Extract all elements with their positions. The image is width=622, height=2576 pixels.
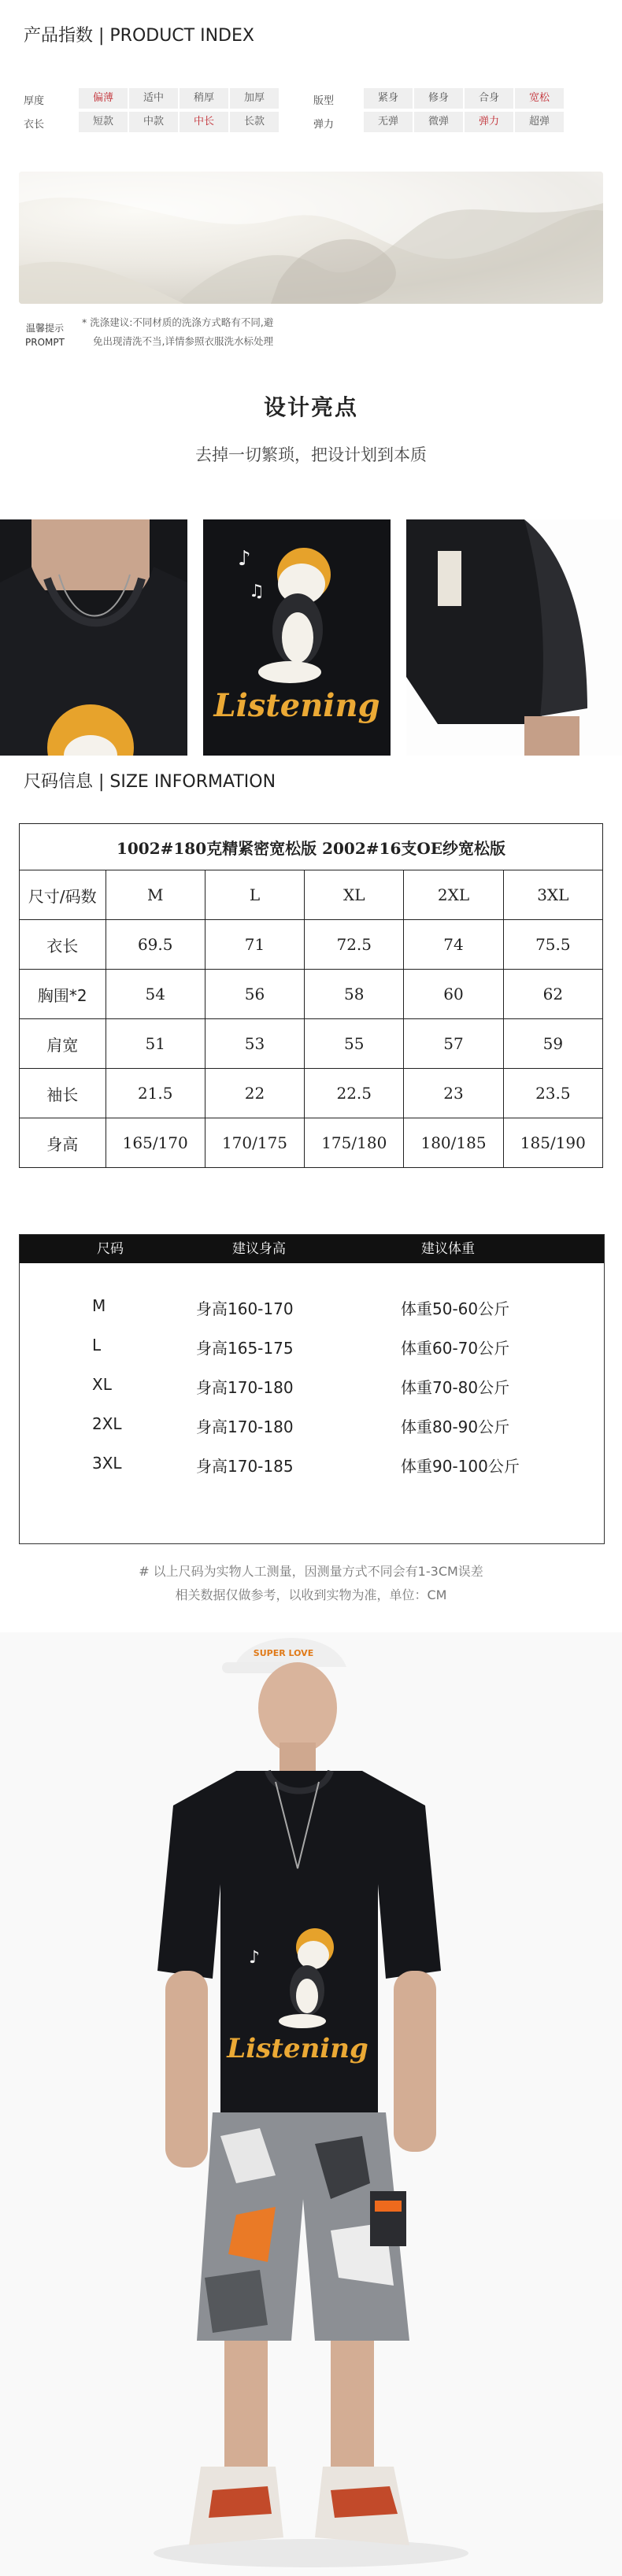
size-table	[19, 823, 603, 1168]
size-table-cell: 71	[205, 920, 304, 970]
right-index-cell: 弹力	[465, 112, 513, 132]
svg-text:♪: ♪	[238, 547, 251, 571]
size-table-cell: 62	[503, 970, 602, 1019]
size-table-row	[20, 870, 603, 920]
recommend-table-head	[20, 1235, 604, 1263]
left-index-cell: 适中	[129, 88, 178, 109]
left-index-cell: 稍厚	[180, 88, 228, 109]
recommend-cell: 体重60-70公斤	[401, 1339, 510, 1358]
recommend-cell: 身高165-175	[196, 1339, 294, 1358]
svg-text:♫: ♫	[249, 582, 265, 601]
left-index-label-0: 厚度	[24, 95, 45, 107]
size-table-cell: M	[106, 870, 205, 920]
size-table-cell: 170/175	[205, 1118, 304, 1168]
size-table-cell: 56	[205, 970, 304, 1019]
size-table-cell: 衣长	[20, 920, 106, 970]
recommend-cell: 体重70-80公斤	[401, 1378, 510, 1397]
right-index-label-0: 版型	[313, 95, 335, 107]
size-table-cell: 58	[305, 970, 404, 1019]
size-table-row	[20, 920, 603, 970]
recommend-cell: 体重90-100公斤	[401, 1457, 520, 1476]
size-table-cell: 21.5	[106, 1069, 205, 1118]
size-table-cell: XL	[305, 870, 404, 920]
size-table-cell: 23.5	[503, 1069, 602, 1118]
left-index-cell: 长款	[230, 112, 279, 132]
left-index-cell: 短款	[79, 112, 128, 132]
model-photo	[0, 1632, 622, 2576]
size-table-cell: 185/190	[503, 1118, 602, 1168]
recommend-cell: 2XL	[92, 1414, 122, 1433]
right-index-cell: 超弹	[515, 112, 564, 132]
left-index-label-1: 衣长	[24, 119, 45, 131]
size-table-cell: 袖长	[20, 1069, 106, 1118]
left-index-cell: 中款	[129, 112, 178, 132]
size-table-row	[20, 1069, 603, 1118]
svg-text:♪: ♪	[249, 1948, 261, 1968]
right-index-cell: 紧身	[364, 88, 413, 109]
model-print-listening-text: Listening	[227, 2033, 368, 2064]
recommend-cell: 体重80-90公斤	[401, 1417, 510, 1436]
size-table-row	[20, 1118, 603, 1168]
print-listening-text: Listening	[213, 687, 380, 724]
size-table-wrap	[19, 823, 603, 1168]
size-table-row	[20, 970, 603, 1019]
print-detail-photo	[203, 519, 391, 756]
cap-logo-text: SUPER LOVE	[253, 1648, 314, 1658]
size-table-cell: 尺寸/码数	[20, 870, 106, 920]
right-index-cell: 无弹	[364, 112, 413, 132]
right-index-cell: 微弹	[414, 112, 463, 132]
size-table-cell: 75.5	[503, 920, 602, 970]
size-table-cell: 180/185	[404, 1118, 503, 1168]
recommend-head-height: 建议身高	[232, 1241, 286, 1257]
size-table-cell: 55	[305, 1019, 404, 1069]
size-table-cell: 2XL	[404, 870, 503, 920]
sleeve-detail-photo	[406, 519, 622, 756]
size-table-cell: L	[205, 870, 304, 920]
note-line-2: 相关数据仅做参考，以收到实物为准，单位：CM	[175, 1587, 447, 1602]
size-table-cell: 165/170	[106, 1118, 205, 1168]
size-table-cell: 胸围*2	[20, 970, 106, 1019]
right-index-cell: 修身	[414, 88, 463, 109]
recommend-table	[19, 1234, 605, 1544]
size-table-cell: 175/180	[305, 1118, 404, 1168]
recommend-cell: M	[92, 1296, 106, 1315]
index-title: 产品指数 | PRODUCT INDEX	[24, 26, 254, 46]
recommend-head-size: 尺码	[97, 1241, 124, 1257]
prompt-key-en: PROMPT	[25, 337, 65, 348]
size-table-cell: 69.5	[106, 920, 205, 970]
recommend-cell: 3XL	[92, 1454, 122, 1473]
fabric-photo	[19, 172, 603, 304]
design-title: 设计亮点	[263, 394, 358, 420]
size-table-cell: 身高	[20, 1118, 106, 1168]
note-line-1: # 以上尺码为实物人工测量，因测量方式不同会有1-3CM误差	[139, 1564, 483, 1579]
prompt-key-cn: 温馨提示	[25, 323, 64, 334]
recommend-head-weight: 建议体重	[421, 1241, 475, 1257]
size-table-cell: 22	[205, 1069, 304, 1118]
collar-detail-photo	[0, 519, 187, 756]
size-table-cell: 51	[106, 1019, 205, 1069]
size-table-header-note: 1002#180克精紧密宽松版 2002#16支OE纱宽松版	[20, 824, 603, 870]
left-index-cell: 中长	[180, 112, 228, 132]
size-table-cell: 22.5	[305, 1069, 404, 1118]
size-table-cell: 59	[503, 1019, 602, 1069]
size-table-cell: 54	[106, 970, 205, 1019]
right-index-cell: 宽松	[515, 88, 564, 109]
left-index-cell: 偏薄	[79, 88, 128, 109]
size-table-cell: 72.5	[305, 920, 404, 970]
size-table-row	[20, 1019, 603, 1069]
recommend-cell: 身高160-170	[196, 1299, 294, 1318]
size-table-cell: 53	[205, 1019, 304, 1069]
recommend-cell: XL	[92, 1375, 112, 1394]
size-table-cell: 23	[404, 1069, 503, 1118]
right-index-cell: 合身	[465, 88, 513, 109]
left-index-cell: 加厚	[230, 88, 279, 109]
prompt-line-1: * 洗涤建议:不同材质的洗涤方式略有不同,避	[82, 316, 274, 328]
recommend-cell: 身高170-185	[196, 1457, 294, 1476]
design-subtitle: 去掉一切繁琐，把设计划到本质	[195, 445, 427, 464]
recommend-cell: 身高170-180	[196, 1417, 294, 1436]
right-index-label-1: 弹力	[313, 119, 335, 131]
size-info-title: 尺码信息 | SIZE INFORMATION	[24, 772, 276, 792]
size-table-cell: 3XL	[503, 870, 602, 920]
recommend-cell: 体重50-60公斤	[401, 1299, 510, 1318]
recommend-cell: L	[92, 1336, 102, 1355]
recommend-cell: 身高170-180	[196, 1378, 294, 1397]
size-table-cell: 74	[404, 920, 503, 970]
size-table-cell: 57	[404, 1019, 503, 1069]
size-table-cell: 60	[404, 970, 503, 1019]
prompt-line-2: 免出现清洗不当,详情参照衣服洗水标处理	[93, 335, 273, 347]
size-table-cell: 肩宽	[20, 1019, 106, 1069]
